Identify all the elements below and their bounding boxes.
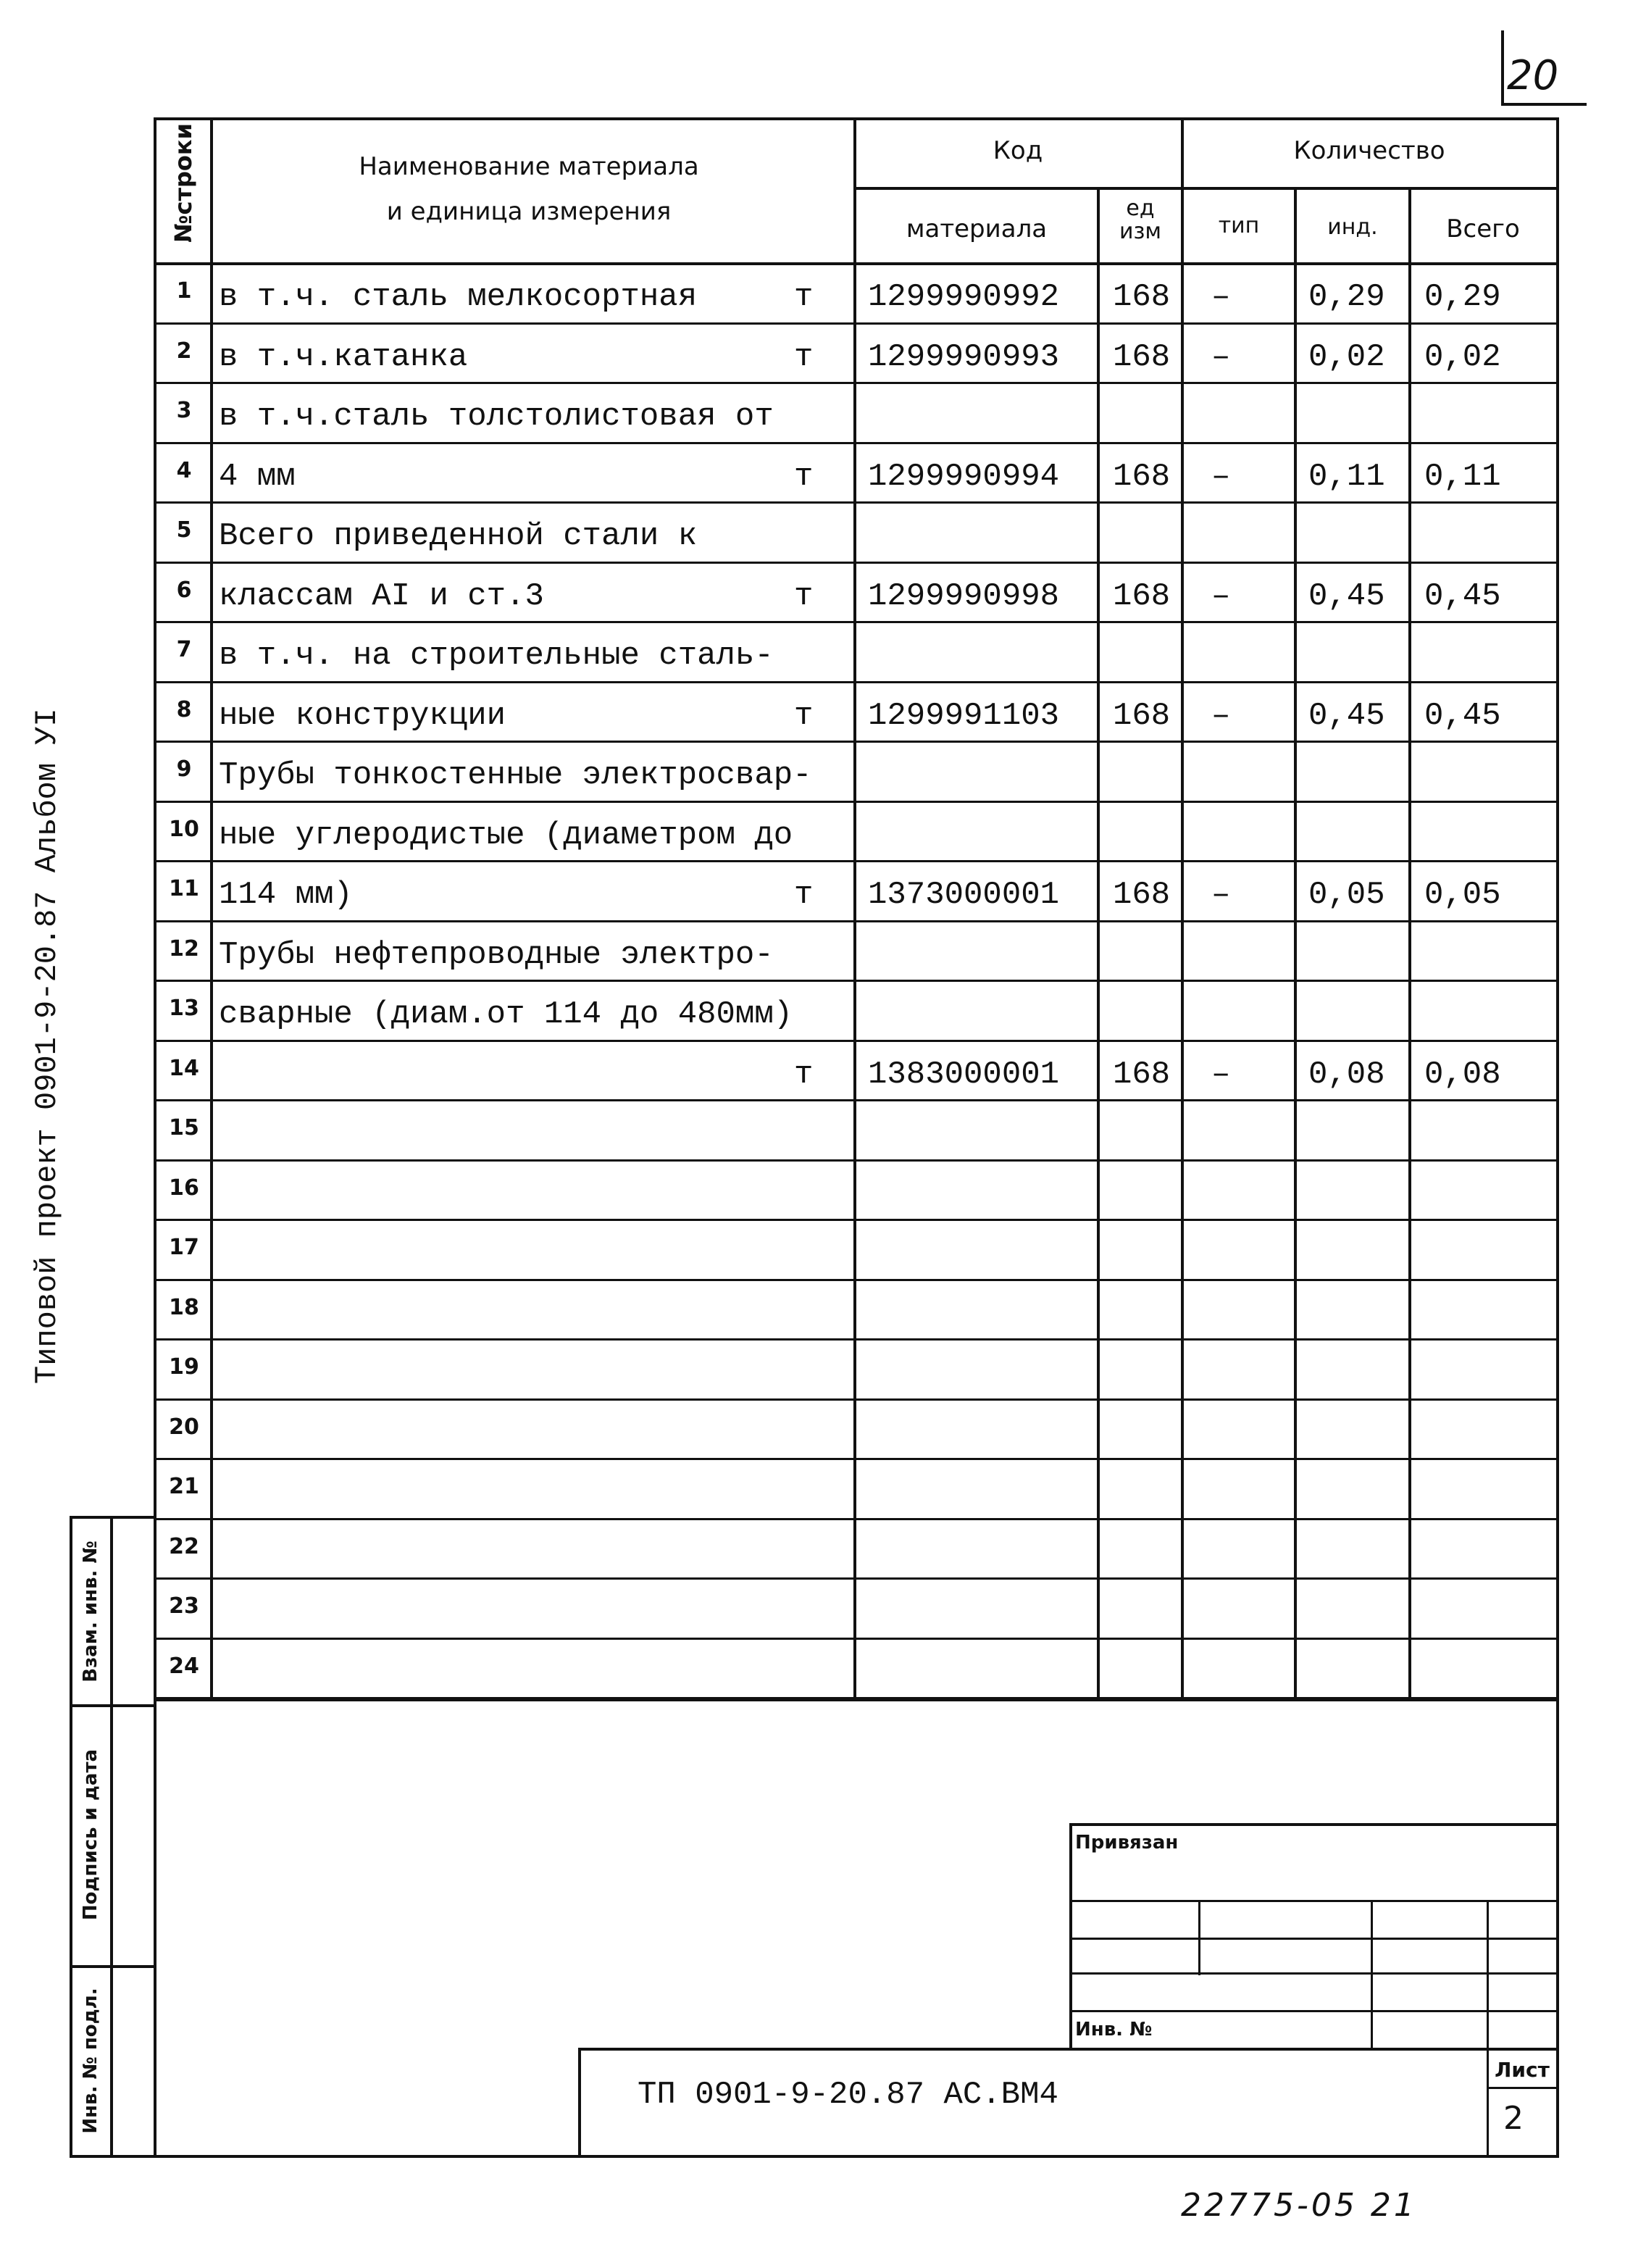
row-line [154, 562, 1559, 564]
row-number: 19 [169, 1354, 199, 1380]
qty-total: 0,11 [1424, 459, 1501, 495]
header-qty-type: тип [1218, 213, 1260, 238]
qty-ind: 0,45 [1308, 698, 1385, 734]
row-line [154, 1099, 1559, 1101]
row-number: 21 [169, 1474, 199, 1499]
row-number: 16 [169, 1175, 199, 1201]
row-line [154, 1577, 1559, 1580]
row-line [154, 801, 1559, 803]
tb-col-1 [1198, 1900, 1200, 1975]
tb-list-value: 2 [1503, 2100, 1524, 2137]
row-number: 20 [169, 1414, 199, 1440]
row-line [154, 322, 1559, 325]
row-line [154, 681, 1559, 683]
material-name: ные углеродистые (диаметром до [219, 817, 793, 854]
row-number: 18 [169, 1295, 199, 1320]
unit-code: 168 [1113, 339, 1171, 375]
row-number: 6 [176, 578, 192, 603]
qty-total: 0,02 [1424, 339, 1501, 375]
unit-code: 168 [1113, 459, 1171, 495]
unit-code: 168 [1113, 698, 1171, 734]
side-title: Типовой проект 0901-9-20.87 Альбом УI [30, 708, 64, 1384]
material-name: в т.ч. сталь мелкосортная [219, 279, 698, 315]
row-number: 24 [169, 1654, 199, 1679]
stamp-vzam-inv: Взам. инв. № [80, 1541, 101, 1683]
unit-code: 168 [1113, 578, 1171, 614]
tb-list-line [1487, 2087, 1558, 2089]
header-code-material: материала [906, 214, 1048, 243]
row-number: 5 [176, 517, 192, 543]
col-line-ed [1181, 117, 1184, 1698]
unit-code: 168 [1113, 279, 1171, 315]
header-sub-line [855, 187, 1556, 190]
tb-designation: ТП 0901-9-20.87 АС.ВМ4 [638, 2077, 1058, 2113]
stamp-left-edge [70, 1516, 72, 2156]
row-number: 15 [169, 1115, 199, 1141]
tb-row-2 [1069, 1938, 1558, 1940]
material-name: в т.ч. на строительные сталь- [219, 638, 774, 674]
row-number: 7 [176, 637, 192, 662]
footer-number: 22775-05 21 [1181, 2187, 1417, 2224]
row-number: 11 [169, 876, 199, 901]
material-name: 4 мм [219, 459, 296, 495]
row-line [154, 501, 1559, 504]
tb-list-label: Лист [1495, 2058, 1550, 2082]
material-unit: т [794, 1056, 814, 1093]
qty-total: 0,45 [1424, 698, 1501, 734]
qty-type: – [1211, 459, 1231, 495]
qty-total: 0,45 [1424, 578, 1501, 614]
header-code-unit-2: изм [1119, 219, 1162, 244]
corner-divider [1501, 30, 1504, 104]
qty-ind: 0,08 [1308, 1056, 1385, 1093]
tb-main-top [578, 2048, 1558, 2051]
qty-ind: 0,11 [1308, 459, 1385, 495]
stamp-inv-podl: Инв. № подл. [80, 1988, 101, 2134]
tb-privyazan: Привязан [1075, 1832, 1179, 1854]
row-number: 13 [169, 996, 199, 1021]
material-code: 1299990998 [868, 578, 1060, 614]
frame-bottom [70, 2155, 1559, 2158]
qty-ind: 0,45 [1308, 578, 1385, 614]
material-name: ные конструкции [219, 698, 506, 734]
row-line [154, 1040, 1559, 1042]
frame-right [1556, 117, 1559, 2158]
qty-total: 0,08 [1424, 1056, 1501, 1093]
material-name: сварные (диам.от 114 до 480мм) [219, 996, 793, 1033]
row-number: 14 [169, 1056, 199, 1081]
frame-top [154, 117, 1559, 120]
table-bottom-line [154, 1698, 1559, 1701]
qty-type: – [1211, 1056, 1231, 1093]
unit-code: 168 [1113, 877, 1171, 913]
row-line [154, 1638, 1559, 1640]
row-line [154, 980, 1559, 982]
material-name: Всего приведенной стали к [219, 518, 698, 554]
material-unit: т [794, 459, 814, 495]
frame-left [154, 117, 156, 2158]
row-line [154, 1398, 1559, 1401]
material-name: Трубы нефтепроводные электро- [219, 937, 774, 973]
row-line [154, 920, 1559, 922]
row-number: 2 [176, 338, 192, 364]
material-unit: т [794, 279, 814, 315]
material-code: 1299990994 [868, 459, 1060, 495]
qty-type: – [1211, 578, 1231, 614]
row-number: 10 [169, 817, 199, 842]
header-qty-total: Всего [1446, 214, 1520, 243]
header-bottom-line [154, 262, 1559, 265]
row-line [154, 1338, 1559, 1341]
row-number: 3 [176, 398, 192, 423]
col-line-num [210, 117, 213, 1698]
col-line-tip [1294, 187, 1297, 1698]
header-row-no: №строки [170, 122, 197, 243]
row-line [154, 1458, 1559, 1460]
header-code-unit-1: ед [1126, 196, 1155, 221]
qty-ind: 0,02 [1308, 339, 1385, 375]
material-name: классам АI и ст.3 [219, 578, 544, 614]
row-number: 1 [176, 278, 192, 304]
material-name: в т.ч.катанка [219, 339, 468, 375]
material-code: 1299990992 [868, 279, 1060, 315]
tb-main-left [578, 2048, 581, 2156]
material-unit: т [794, 877, 814, 913]
header-name-line2: и единица измерения [386, 197, 672, 226]
row-line [154, 621, 1559, 623]
row-line [154, 1159, 1559, 1162]
qty-ind: 0,05 [1308, 877, 1385, 913]
col-line-code [1097, 187, 1100, 1698]
tb-left [1069, 1823, 1072, 2051]
qty-ind: 0,29 [1308, 279, 1385, 315]
tb-top [1069, 1823, 1558, 1826]
col-line-ind [1408, 187, 1411, 1698]
unit-code: 168 [1113, 1056, 1171, 1093]
material-unit: т [794, 339, 814, 375]
header-code: Код [993, 136, 1043, 165]
qty-type: – [1211, 279, 1231, 315]
row-line [154, 382, 1559, 384]
row-line [154, 741, 1559, 743]
material-code: 1383000001 [868, 1056, 1060, 1093]
row-number: 4 [176, 458, 192, 483]
material-name: в т.ч.сталь толстолистовая от [219, 399, 774, 435]
tb-row-4 [1069, 2010, 1558, 2012]
material-unit: т [794, 578, 814, 614]
material-name: Трубы тонкостенные электросвар- [219, 757, 812, 793]
row-number: 9 [176, 756, 192, 782]
stamp-podpis-data: Подпись и дата [80, 1748, 101, 1921]
row-number: 17 [169, 1235, 199, 1260]
material-code: 1373000001 [868, 877, 1060, 913]
tb-row-3 [1069, 1972, 1558, 1975]
row-number: 23 [169, 1593, 199, 1619]
material-code: 1299990993 [868, 339, 1060, 375]
row-line [154, 860, 1559, 862]
tb-col-2 [1371, 1900, 1373, 2051]
sheet-corner-number: 20 [1507, 52, 1559, 99]
row-line [154, 1518, 1559, 1520]
material-code: 1299991103 [868, 698, 1060, 734]
qty-type: – [1211, 877, 1231, 913]
row-line [154, 442, 1559, 444]
header-qty-ind: инд. [1327, 214, 1378, 240]
material-unit: т [794, 698, 814, 734]
row-line [154, 1219, 1559, 1221]
row-number: 22 [169, 1534, 199, 1559]
qty-total: 0,29 [1424, 279, 1501, 315]
header-name-line1: Наименование материала [359, 152, 699, 181]
row-number: 8 [176, 697, 192, 722]
col-line-name [853, 117, 856, 1698]
tb-row-1 [1069, 1900, 1558, 1902]
tb-inv-no: Инв. № [1075, 2019, 1153, 2040]
row-line [154, 1279, 1559, 1281]
qty-type: – [1211, 698, 1231, 734]
stamp-label-divider [110, 1516, 113, 2156]
header-quantity: Количество [1293, 136, 1445, 165]
qty-total: 0,05 [1424, 877, 1501, 913]
corner-underline [1501, 103, 1587, 106]
material-name: 114 мм) [219, 877, 353, 913]
row-number: 12 [169, 936, 199, 962]
qty-type: – [1211, 339, 1231, 375]
